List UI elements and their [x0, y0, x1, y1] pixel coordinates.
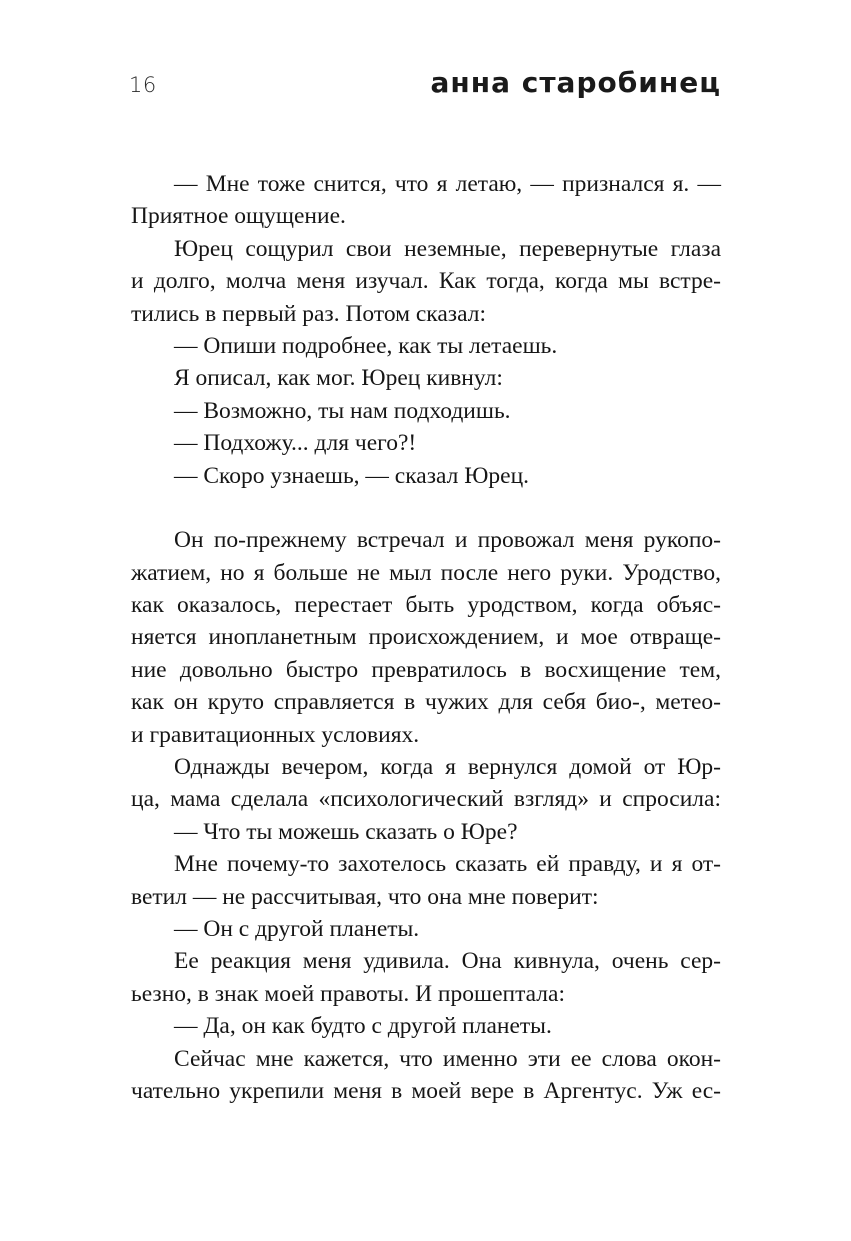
text-line: как оказалось, перестает быть уродством, когда объяс- — [131, 592, 721, 619]
text-line: ьезно, в знак моей правоты. И прошептала: — [131, 980, 565, 1007]
text-line: Ее реакция меня удивила. Она кивнула, очень сер- — [174, 948, 721, 975]
text-line: — Подхожу... для чего?! — [174, 430, 417, 457]
text-line: — Да, он как будто с другой планеты. — [174, 1013, 552, 1040]
text-line: няется инопланетным происхождением, и мое отвраще- — [131, 624, 721, 651]
section-break — [131, 492, 721, 524]
text-line: — Что ты можешь сказать о Юре? — [174, 818, 518, 845]
text-line: Сейчас мне кажется, что именно эти ее слова окон- — [174, 1045, 721, 1072]
text-line: — Он с другой планеты. — [174, 915, 420, 942]
text-line: Юрец сощурил свои неземные, перевернутые глаза — [174, 235, 721, 262]
text-line: Я описал, как мог. Юрец кивнул: — [174, 365, 503, 392]
text-line: Он по-прежнему встречал и провожал меня рукопо- — [174, 527, 721, 554]
text-line: ние довольно быстро превратилось в восхищение тем, — [131, 656, 721, 683]
text-line: ца, мама сделала «психологический взгляд» и спросила: — [131, 786, 721, 813]
text-line: и гравитационных условиях. — [131, 721, 420, 748]
text-line: Приятное ощущение. — [131, 203, 346, 230]
text-line: — Опиши подробнее, как ты летаешь. — [174, 332, 558, 359]
text-line: Однажды вечером, когда я вернулся домой от Юр- — [174, 754, 721, 781]
text-line: жатием, но я больше не мыл после него руки. Уродство, — [131, 559, 721, 586]
body-text — [131, 168, 721, 1107]
text-line: как он круто справляется в чужих для себя био-, метео- — [131, 689, 721, 716]
text-line: чательно укрепили меня в моей вере в Аргентус. Уж ес- — [131, 1077, 721, 1104]
text-line: тились в первый раз. Потом сказал: — [131, 300, 486, 327]
text-line: — Скоро узнаешь, — сказал Юрец. — [174, 462, 530, 489]
running-head-author: анна старобинец — [430, 66, 721, 99]
text-line: и долго, молча меня изучал. Как тогда, когда мы встре- — [131, 268, 721, 295]
page-number: 16 — [129, 73, 157, 97]
text-line: — Возможно, ты нам подходишь. — [174, 397, 511, 424]
text-line: Мне почему-то захотелось сказать ей правду, и я от- — [174, 851, 721, 878]
text-line: — Мне тоже снится, что я летаю, — признался я. — — [174, 171, 721, 197]
text-line: ветил — не рассчитывая, что она мне поверит: — [131, 883, 599, 910]
